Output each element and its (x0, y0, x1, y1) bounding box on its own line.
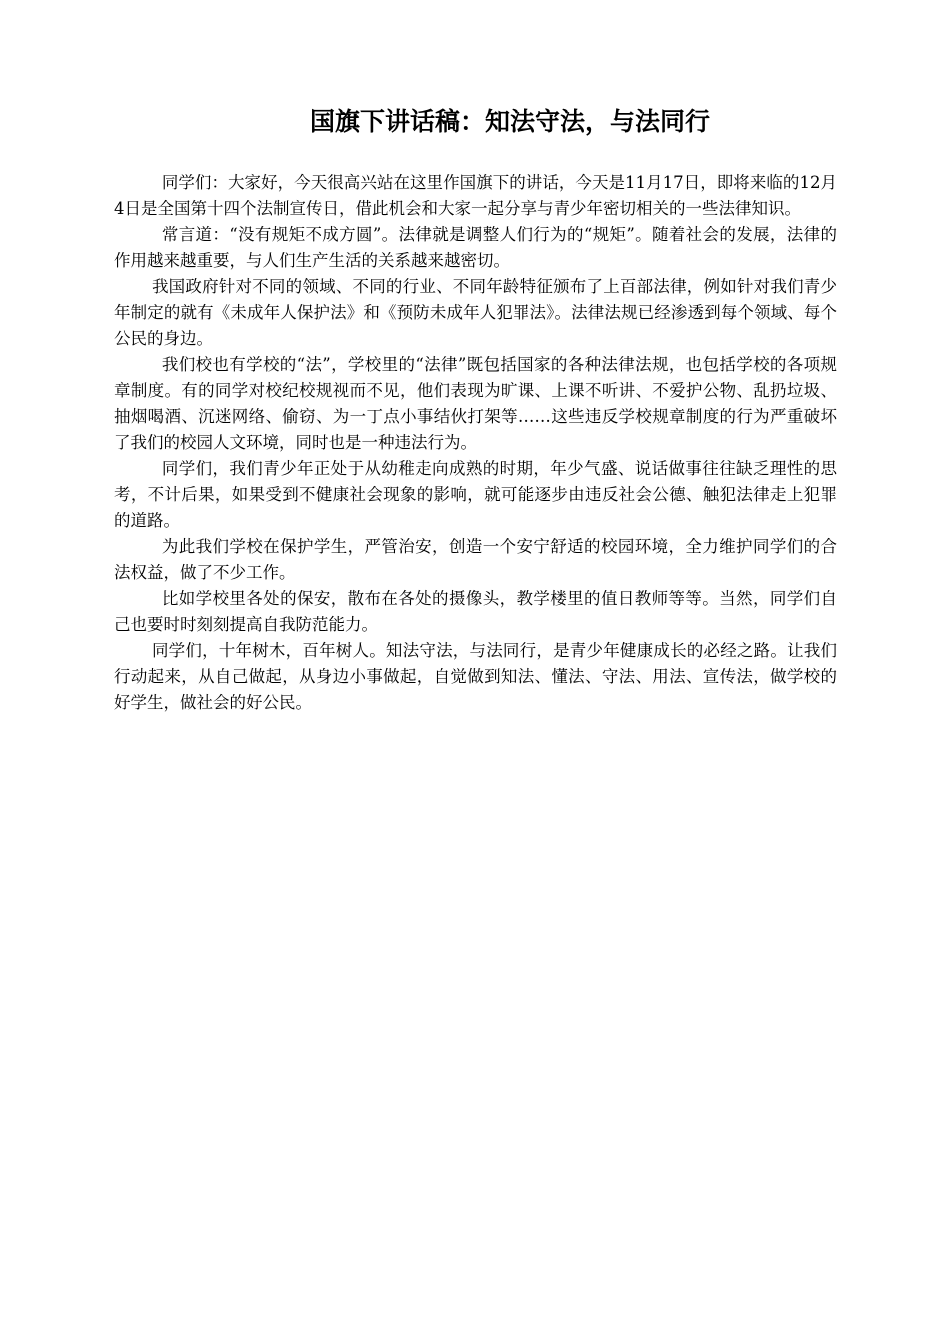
document-title: 国旗下讲话稿：知法守法，与法同行 (309, 107, 710, 136)
paragraph-6: 为此我们学校在保护学生，严管治安，创造一个安宁舒适的校园环境，全力维护同学们的合法权益，做了不少工作。 (114, 537, 837, 582)
paragraph-2: 常言道：“没有规矩不成方圆”。法律就是调整人们行为的“规矩”。随着社会的发展，法律的作用越来越重要，与人们生产生活的关系越来越密切。 (114, 225, 837, 270)
paragraph-8: 同学们，十年树木，百年树人。知法守法，与法同行，是青少年健康成长的必经之路。让我们行动起来，从自己做起，从身边小事做起，自觉做到知法、懂法、守法、用法、宣传法，做学校的好学生，做社会的好公民。 (114, 641, 837, 712)
paragraph-4: 我们校也有学校的“法”，学校里的“法律”既包括国家的各种法律法规，也包括学校的各项规章制度。有的同学对校纪校规视而不见，他们表现为旷课、上课不听讲、不爱护公物、乱扔垃圾、抽烟喝酒、沉迷网络、偷窃、为一丁点小事结伙打架等……这些违反学校规章制度的行为严重破坏了我们的校园人文环境，同时也是一种违法行为。 (114, 355, 837, 452)
document-body (114, 170, 837, 716)
paragraph-1: 同学们：大家好，今天很高兴站在这里作国旗下的讲话，今天是11月17日，即将来临的12月4日是全国第十四个法制宣传日，借此机会和大家一起分享与青少年密切相关的一些法律知识。 (114, 173, 837, 218)
paragraph-7: 比如学校里各处的保安，散布在各处的摄像头，教学楼里的值日教师等等。当然，同学们自己也要时时刻刻提高自我防范能力。 (114, 589, 837, 634)
paragraph-3: 我国政府针对不同的领域、不同的行业、不同年龄特征颁布了上百部法律，例如针对我们青少年制定的就有《未成年人保护法》和《预防未成年人犯罪法》。法律法规已经渗透到每个领域、每个公民的身边。 (114, 277, 837, 348)
paragraph-5: 同学们，我们青少年正处于从幼稚走向成熟的时期，年少气盛、说话做事往往缺乏理性的思考，不计后果，如果受到不健康社会现象的影响，就可能逐步由违反社会公德、触犯法律走上犯罪的道路。 (114, 459, 837, 530)
